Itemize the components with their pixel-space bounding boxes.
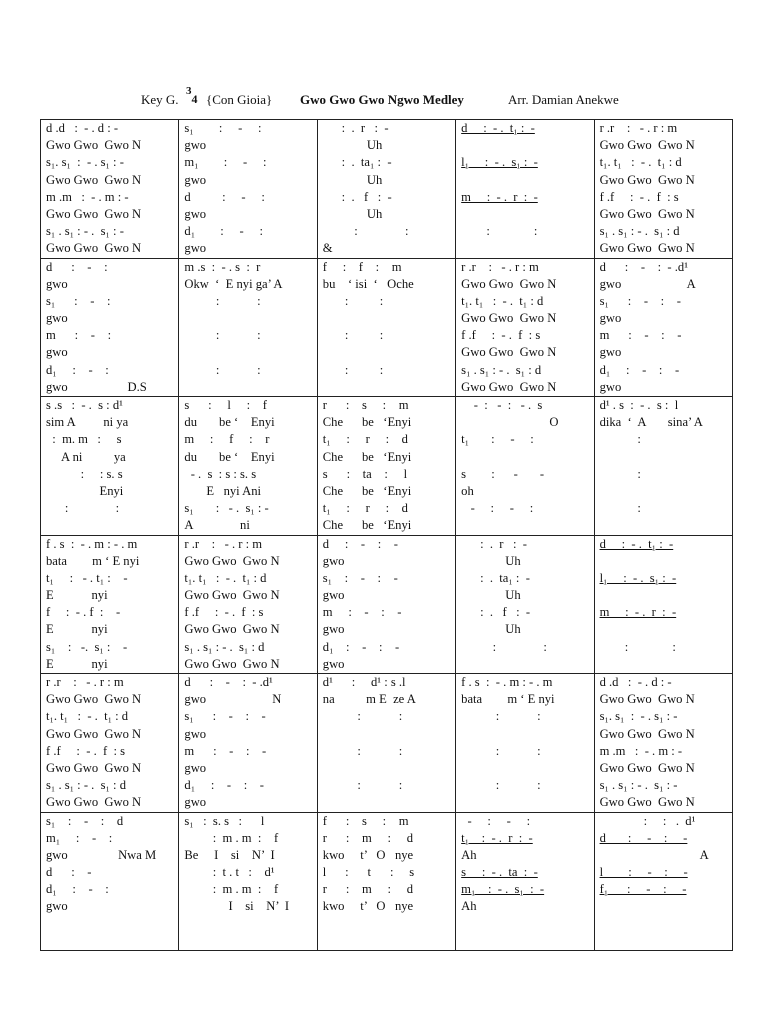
lyric-line: Gwo Gwo Gwo N xyxy=(184,656,280,671)
lyric-line: Uh xyxy=(461,622,521,637)
lyric-line xyxy=(456,656,593,673)
lyric-line xyxy=(179,916,316,933)
sol-fa-score-table xyxy=(40,119,733,951)
time-signature xyxy=(186,85,198,106)
lyric-line: Gwo Gwo Gwo N xyxy=(184,553,280,568)
notation-line: s : l : f xyxy=(184,398,267,412)
notation-line: s .s : - . s : d¹ xyxy=(46,398,123,412)
notation-line: - . s : s : s. s xyxy=(184,466,257,481)
bar-cell xyxy=(317,812,455,951)
notation-line: - : - : xyxy=(461,501,534,516)
notation-line: t₁ : - : xyxy=(461,432,534,447)
lyric-line: Gwo Gwo Gwo N xyxy=(599,795,695,810)
lyric-line: gwo xyxy=(322,553,345,568)
notation-line: t₁ : - . t₁ : - xyxy=(46,570,128,585)
lyric-line: Gwo Gwo Gwo N xyxy=(599,206,695,221)
notation-line: f .f : - . f : s xyxy=(184,605,264,620)
notation-line: m : - : xyxy=(46,328,112,343)
lyric-line xyxy=(595,656,732,673)
notation-line: s₁ . s₁ : - . s₁ : d xyxy=(184,639,265,654)
lyric-line: Gwo Gwo Gwo N xyxy=(461,379,557,394)
notation-line: s₁. s₁ : - . s₁ : - xyxy=(46,155,124,170)
lyric-line xyxy=(595,933,732,950)
lyric-line: gwo Nwa M xyxy=(46,847,157,862)
lyric-line: Gwo Gwo Gwo N xyxy=(461,276,557,291)
lyric-line xyxy=(456,517,593,534)
lyric-line: I si N’ I xyxy=(184,899,290,914)
notation-line: m : - : - xyxy=(184,743,267,758)
lyric-line: Che be ‘Enyi xyxy=(322,449,412,464)
arranger: Arr. Damian Anekwe xyxy=(508,92,619,107)
bar-cell xyxy=(179,258,317,397)
lyric-line: f₁ : - : - xyxy=(599,882,687,897)
lyric-line: gwo D.S xyxy=(46,379,147,394)
score-row xyxy=(41,812,733,951)
notation-line: s₁ . s₁ : - . s₁ : d xyxy=(461,362,542,377)
lyric-line xyxy=(456,240,593,257)
lyric-line: gwo xyxy=(599,345,622,360)
lyric-line: O xyxy=(461,415,559,430)
notation-line: : xyxy=(599,501,641,516)
lyric-line: Gwo Gwo Gwo N xyxy=(461,311,557,326)
notation-line: l₁ : - . s₁ : - xyxy=(461,155,538,170)
lyric-line: Gwo Gwo Gwo N xyxy=(46,206,142,221)
lyric-line xyxy=(456,172,593,189)
lyric-line xyxy=(595,449,732,466)
notation-line: r .r : - . r : m xyxy=(184,536,263,551)
notation-line: d : - . t₁ : - xyxy=(461,121,535,135)
notation-line: f . s : - . m : - . m xyxy=(46,536,138,551)
notation-line: t₁. t₁ : - . t₁ : d xyxy=(184,570,267,585)
lyric-line: Gwo Gwo Gwo N xyxy=(46,138,142,153)
lyric-line: Gwo Gwo Gwo N xyxy=(599,692,695,707)
notation-line: : : xyxy=(184,328,261,343)
notation-line: d₁ : - : xyxy=(184,224,263,239)
lyric-line: gwo N xyxy=(184,692,282,707)
lyric-line: Gwo Gwo Gwo N xyxy=(46,241,142,256)
lyric-line: Gwo Gwo Gwo N xyxy=(46,760,142,775)
notation-line: d .d : - . d : - xyxy=(46,121,119,135)
notation-line: : xyxy=(599,432,641,447)
lyric-line: gwo xyxy=(46,899,68,914)
lyric-line: d₁ : - : xyxy=(46,882,109,897)
notation-line: r .r : - . r : m xyxy=(599,121,678,135)
lyric-line xyxy=(595,916,732,933)
lyric-line: Gwo Gwo Gwo N xyxy=(46,795,142,810)
lyric-line: du be ‘ Enyi xyxy=(184,415,275,430)
notation-line: d₁ : - : - xyxy=(599,362,680,377)
bar-cell xyxy=(179,674,317,813)
lyric-line xyxy=(456,760,593,777)
lyric-line: d : - : - xyxy=(599,830,688,845)
lyric-line: t₁ : - . r : - xyxy=(461,830,533,845)
bar-cell xyxy=(317,120,455,259)
notation-line: m .m : - . m : - xyxy=(46,189,129,204)
lyric-line: gwo xyxy=(322,622,345,637)
lyric-line: Gwo Gwo Gwo N xyxy=(599,172,695,187)
notation-line: s₁ : - : - xyxy=(184,709,266,724)
notation-line: : : xyxy=(322,362,384,377)
notation-line: : : xyxy=(322,743,403,758)
lyric-line: Gwo Gwo Gwo N xyxy=(46,172,142,187)
notation-line: : : xyxy=(322,709,403,724)
notation-line: : : xyxy=(599,639,676,654)
bar-cell xyxy=(456,535,594,674)
lyric-line: Ah xyxy=(461,899,477,914)
lyric-line: A ni ya xyxy=(46,449,126,464)
lyric-line xyxy=(595,898,732,915)
lyric-line: s₁ : s. s : l xyxy=(184,813,265,828)
lyric-line xyxy=(595,553,732,570)
lyric-line: Gwo Gwo Gwo N xyxy=(46,692,142,707)
lyric-line: s : - . ta : - xyxy=(461,865,538,880)
notation-line: s₁ . s₁ : - . s₁ : d xyxy=(46,778,126,793)
notation-line: t₁ : r : d xyxy=(322,501,408,516)
notation-line: : : xyxy=(461,224,538,239)
notation-line: m .s : - . s : r xyxy=(184,259,261,274)
lyric-line: kwo t’ O nye xyxy=(322,899,414,914)
lyric-line xyxy=(179,310,316,327)
notation-line: d₁ : - : - xyxy=(322,639,400,654)
lyric-line: Uh xyxy=(322,138,383,153)
notation-line: d¹ : d¹ : s .l xyxy=(322,675,406,689)
notation-line: : : xyxy=(322,224,409,239)
lyric-line: & xyxy=(322,241,333,256)
bar-cell xyxy=(594,397,732,536)
lyric-line xyxy=(41,933,178,950)
bar-cell xyxy=(179,812,317,951)
lyric-line: : m . m : f xyxy=(184,830,279,845)
lyric-line: E nyi xyxy=(46,588,108,603)
lyric-line: Che be ‘Enyi xyxy=(322,483,412,498)
lyric-line: gwo xyxy=(46,345,68,360)
time-signature-top: 3 xyxy=(186,85,192,97)
lyric-line: - : - : xyxy=(461,813,531,828)
lyric-line: Gwo Gwo Gwo N xyxy=(599,241,695,256)
bar-cell xyxy=(594,120,732,259)
lyric-line xyxy=(595,621,732,638)
notation-line: d₁ : - : - xyxy=(184,778,264,793)
lyric-line: Enyi xyxy=(46,483,124,498)
lyric-line xyxy=(179,344,316,361)
lyric-line: Gwo Gwo Gwo N xyxy=(461,345,557,360)
lyric-line: l : - : - xyxy=(599,865,688,880)
bar-cell xyxy=(456,812,594,951)
lyric-line: Uh xyxy=(322,172,383,187)
bar-cell xyxy=(317,674,455,813)
lyric-line: A ni xyxy=(184,518,250,533)
lyric-line: Gwo Gwo Gwo N xyxy=(599,726,695,741)
notation-line: d : - : - xyxy=(322,536,398,551)
bar-cell xyxy=(179,397,317,536)
notation-line: - : - : - . s xyxy=(461,398,543,412)
lyric-line xyxy=(318,916,455,933)
bar-cell xyxy=(179,120,317,259)
bar-cell xyxy=(41,674,179,813)
key-signature: Key G. xyxy=(141,92,179,107)
bar-cell xyxy=(317,535,455,674)
notation-line: f : f : m xyxy=(322,259,402,274)
lyric-line: gwo xyxy=(184,795,207,810)
notation-line: : : xyxy=(461,709,541,724)
lyric-line xyxy=(456,449,593,466)
notation-line: : xyxy=(599,466,641,481)
lyric-line xyxy=(456,137,593,154)
lyric-line: Gwo Gwo Gwo N xyxy=(184,588,280,603)
notation-line: : . f : - xyxy=(322,189,392,204)
notation-line: d : - : xyxy=(184,189,265,204)
notation-line: : : xyxy=(461,639,547,654)
tempo-marking: {Con Gioia} xyxy=(206,92,273,107)
lyric-line: gwo xyxy=(46,276,68,291)
lyric-line xyxy=(456,794,593,811)
lyric-line: du be ‘ Enyi xyxy=(184,449,275,464)
lyric-line: E nyi Ani xyxy=(184,483,262,498)
lyric-line xyxy=(179,379,316,396)
notation-line: t₁. t₁ : - . t₁ : d xyxy=(46,709,129,724)
lyric-line: r : m : d xyxy=(322,882,414,897)
bar-cell xyxy=(594,258,732,397)
lyric-line: bata m ‘ E nyi xyxy=(46,553,140,568)
notation-line: t₁. t₁ : - . t₁ : d xyxy=(461,293,544,308)
notation-line: : : xyxy=(184,293,261,308)
notation-line: s₁ . s₁ : - . s₁ : - xyxy=(46,224,124,239)
lyric-line: d : - xyxy=(46,865,92,880)
notation-line: m₁ : - : xyxy=(184,155,267,170)
lyric-line: : m . m : f xyxy=(184,882,279,897)
lyric-line: Uh xyxy=(461,588,521,603)
lyric-line xyxy=(41,517,178,534)
notation-line: f .f : - . f : s xyxy=(46,743,126,758)
lyric-line xyxy=(456,726,593,743)
notation-line: : : xyxy=(461,778,541,793)
lyric-line xyxy=(456,916,593,933)
notation-line: s₁ . s₁ : - . s₁ : d xyxy=(599,224,680,239)
notation-line: : : xyxy=(184,362,261,377)
lyric-line xyxy=(595,517,732,534)
score-row xyxy=(41,258,733,397)
lyric-line xyxy=(595,587,732,604)
lyric-line: m₁ : - : xyxy=(46,830,113,845)
lyric-line xyxy=(318,760,455,777)
notation-line: s₁ : - : - xyxy=(599,293,681,308)
notation-line: : . f : - xyxy=(461,605,531,620)
lyric-line: gwo xyxy=(184,760,207,775)
bar-cell xyxy=(179,535,317,674)
lyric-line xyxy=(179,933,316,950)
bar-cell xyxy=(41,535,179,674)
lyric-line xyxy=(318,379,455,396)
bar-cell xyxy=(594,535,732,674)
bar-cell xyxy=(317,397,455,536)
notation-line: : : xyxy=(322,293,384,308)
notation-line: f .f : - . f : s xyxy=(599,189,679,204)
lyric-line: Che be ‘Enyi xyxy=(322,518,412,533)
bar-cell xyxy=(41,258,179,397)
bar-cell xyxy=(317,258,455,397)
notation-line: d .d : - . d : - xyxy=(599,675,672,689)
notation-line: d : - : xyxy=(46,259,108,274)
lyric-line: gwo xyxy=(322,656,345,671)
lyric-line: Be I si N’ I xyxy=(184,847,275,862)
lyric-line xyxy=(595,483,732,500)
bar-cell xyxy=(456,397,594,536)
notation-line: s₁ : - : xyxy=(184,121,262,135)
lyric-line xyxy=(318,794,455,811)
notation-line: d : - : - .d¹ xyxy=(599,259,688,274)
notation-line: s : - - xyxy=(461,466,545,481)
notation-line: d : - : - .d¹ xyxy=(184,675,273,689)
notation-line: : : xyxy=(322,328,384,343)
bar-cell xyxy=(456,674,594,813)
score-row xyxy=(41,535,733,674)
lyric-line: gwo xyxy=(46,311,68,326)
notation-line: s₁ : -. s₁ : - xyxy=(46,639,128,654)
notation-line: f . s : - . m : - . m xyxy=(461,675,553,689)
score-row xyxy=(41,397,733,536)
bar-cell xyxy=(594,674,732,813)
notation-line: t₁ : r : d xyxy=(322,432,408,447)
lyric-line: Che be ‘Enyi xyxy=(322,415,412,430)
notation-line: : : xyxy=(46,501,120,516)
lyric-line: Ah xyxy=(461,847,477,862)
lyric-line xyxy=(318,344,455,361)
lyric-line xyxy=(456,933,593,950)
notation-line: t₁. t₁ : - . t₁ : d xyxy=(599,155,682,170)
notation-line: : : xyxy=(322,778,403,793)
lyric-line: kwo t’ O nye xyxy=(322,847,414,862)
lyric-line: bata m ‘ E nyi xyxy=(461,692,555,707)
notation-line: : . ta₁ : - xyxy=(461,570,530,585)
lyric-line: na m E ze A xyxy=(322,692,416,707)
bar-cell xyxy=(456,120,594,259)
notation-line: d¹ . s : - . s : l xyxy=(599,398,679,412)
notation-line: : . r : - xyxy=(461,536,527,551)
notation-line: m : - : - xyxy=(599,328,682,343)
lyric-line xyxy=(318,933,455,950)
score-row xyxy=(41,674,733,813)
lyric-line: gwo xyxy=(184,726,207,741)
lyric-line: Gwo Gwo Gwo N xyxy=(599,138,695,153)
notation-line: m : - . r : - xyxy=(461,189,538,204)
notation-line: : : xyxy=(461,743,541,758)
lyric-line: r : m : d xyxy=(322,830,414,845)
lyric-line xyxy=(456,206,593,223)
notation-line: l₁ : - . s₁ : - xyxy=(599,570,677,585)
lyric-line xyxy=(318,726,455,743)
lyric-line: : t . t : d¹ xyxy=(184,865,275,880)
notation-line: m : f : r xyxy=(184,432,270,447)
notation-line: s₁ : - . s₁ : - xyxy=(184,501,269,516)
notation-line: s₁. s₁ : - . s₁ : - xyxy=(599,709,678,724)
song-title: Gwo Gwo Gwo Ngwo Medley xyxy=(300,92,464,107)
lyric-line: m₁ : - . s₁ : - xyxy=(461,882,545,897)
notation-line: m .m : - . m : - xyxy=(599,743,683,758)
lyric-line: gwo xyxy=(184,206,207,221)
time-signature-bottom: 4 xyxy=(191,92,198,106)
lyric-line: E nyi xyxy=(46,656,108,671)
lyric-line: oh xyxy=(461,483,474,498)
score-header xyxy=(0,85,768,112)
lyric-line: gwo A xyxy=(599,276,696,291)
lyric-line xyxy=(318,310,455,327)
notation-line: s₁ . s₁ : - . s₁ : - xyxy=(599,778,678,793)
notation-line: : m. m : s xyxy=(46,432,122,447)
lyric-line: : : . d¹ xyxy=(599,813,696,828)
notation-line: r .r : - . r : m xyxy=(46,675,124,689)
lyric-line: dika ‘ A sina’ A xyxy=(599,415,703,430)
bar-cell xyxy=(41,397,179,536)
notation-line: s : ta : l xyxy=(322,466,408,481)
lyric-line: sim A ni ya xyxy=(46,415,129,430)
lyric-line: E nyi xyxy=(46,622,108,637)
lyric-line xyxy=(41,916,178,933)
lyric-line: Okw ‘ E nyi ga’ A xyxy=(184,276,283,291)
lyric-line: l : t : s xyxy=(322,865,415,880)
notation-line: r : s : m xyxy=(322,398,409,412)
lyric-line: Gwo Gwo Gwo N xyxy=(599,760,695,775)
score-row xyxy=(41,120,733,259)
lyric-line: Uh xyxy=(322,206,383,221)
lyric-line: f : s : m xyxy=(322,813,409,828)
lyric-line: gwo xyxy=(184,241,207,256)
lyric-line: gwo xyxy=(322,588,345,603)
lyric-line: s₁ : - : d xyxy=(46,813,124,828)
notation-line: f : - . f : - xyxy=(46,605,121,620)
bar-cell xyxy=(456,258,594,397)
notation-line: d : - . t₁ : - xyxy=(599,536,674,551)
notation-line: m : - . r : - xyxy=(599,605,677,620)
lyric-line: gwo xyxy=(184,172,207,187)
lyric-line: gwo xyxy=(184,138,207,153)
lyric-line: Gwo Gwo Gwo N xyxy=(46,726,142,741)
lyric-line: Gwo Gwo Gwo N xyxy=(184,622,280,637)
notation-line: : . ta₁ : - xyxy=(322,155,392,170)
notation-line: r .r : - . r : m xyxy=(461,259,539,274)
lyric-line: A xyxy=(599,847,709,862)
notation-line: s₁ : - : xyxy=(46,293,111,308)
notation-line: : : s. s xyxy=(46,466,123,481)
notation-line: : . r : - xyxy=(322,121,389,135)
bar-cell xyxy=(41,812,179,951)
notation-line: m : - : - xyxy=(322,605,402,620)
notation-line: d₁ : - : xyxy=(46,362,109,377)
notation-line: s₁ : - : - xyxy=(322,570,398,585)
lyric-line: gwo xyxy=(599,379,622,394)
notation-line: f .f : - . f : s xyxy=(461,328,541,343)
lyric-line: bu ‘ isi ‘ Oche xyxy=(322,276,414,291)
bar-cell xyxy=(594,812,732,951)
lyric-line: Uh xyxy=(461,553,521,568)
bar-cell xyxy=(41,120,179,259)
lyric-line: gwo xyxy=(599,311,622,326)
